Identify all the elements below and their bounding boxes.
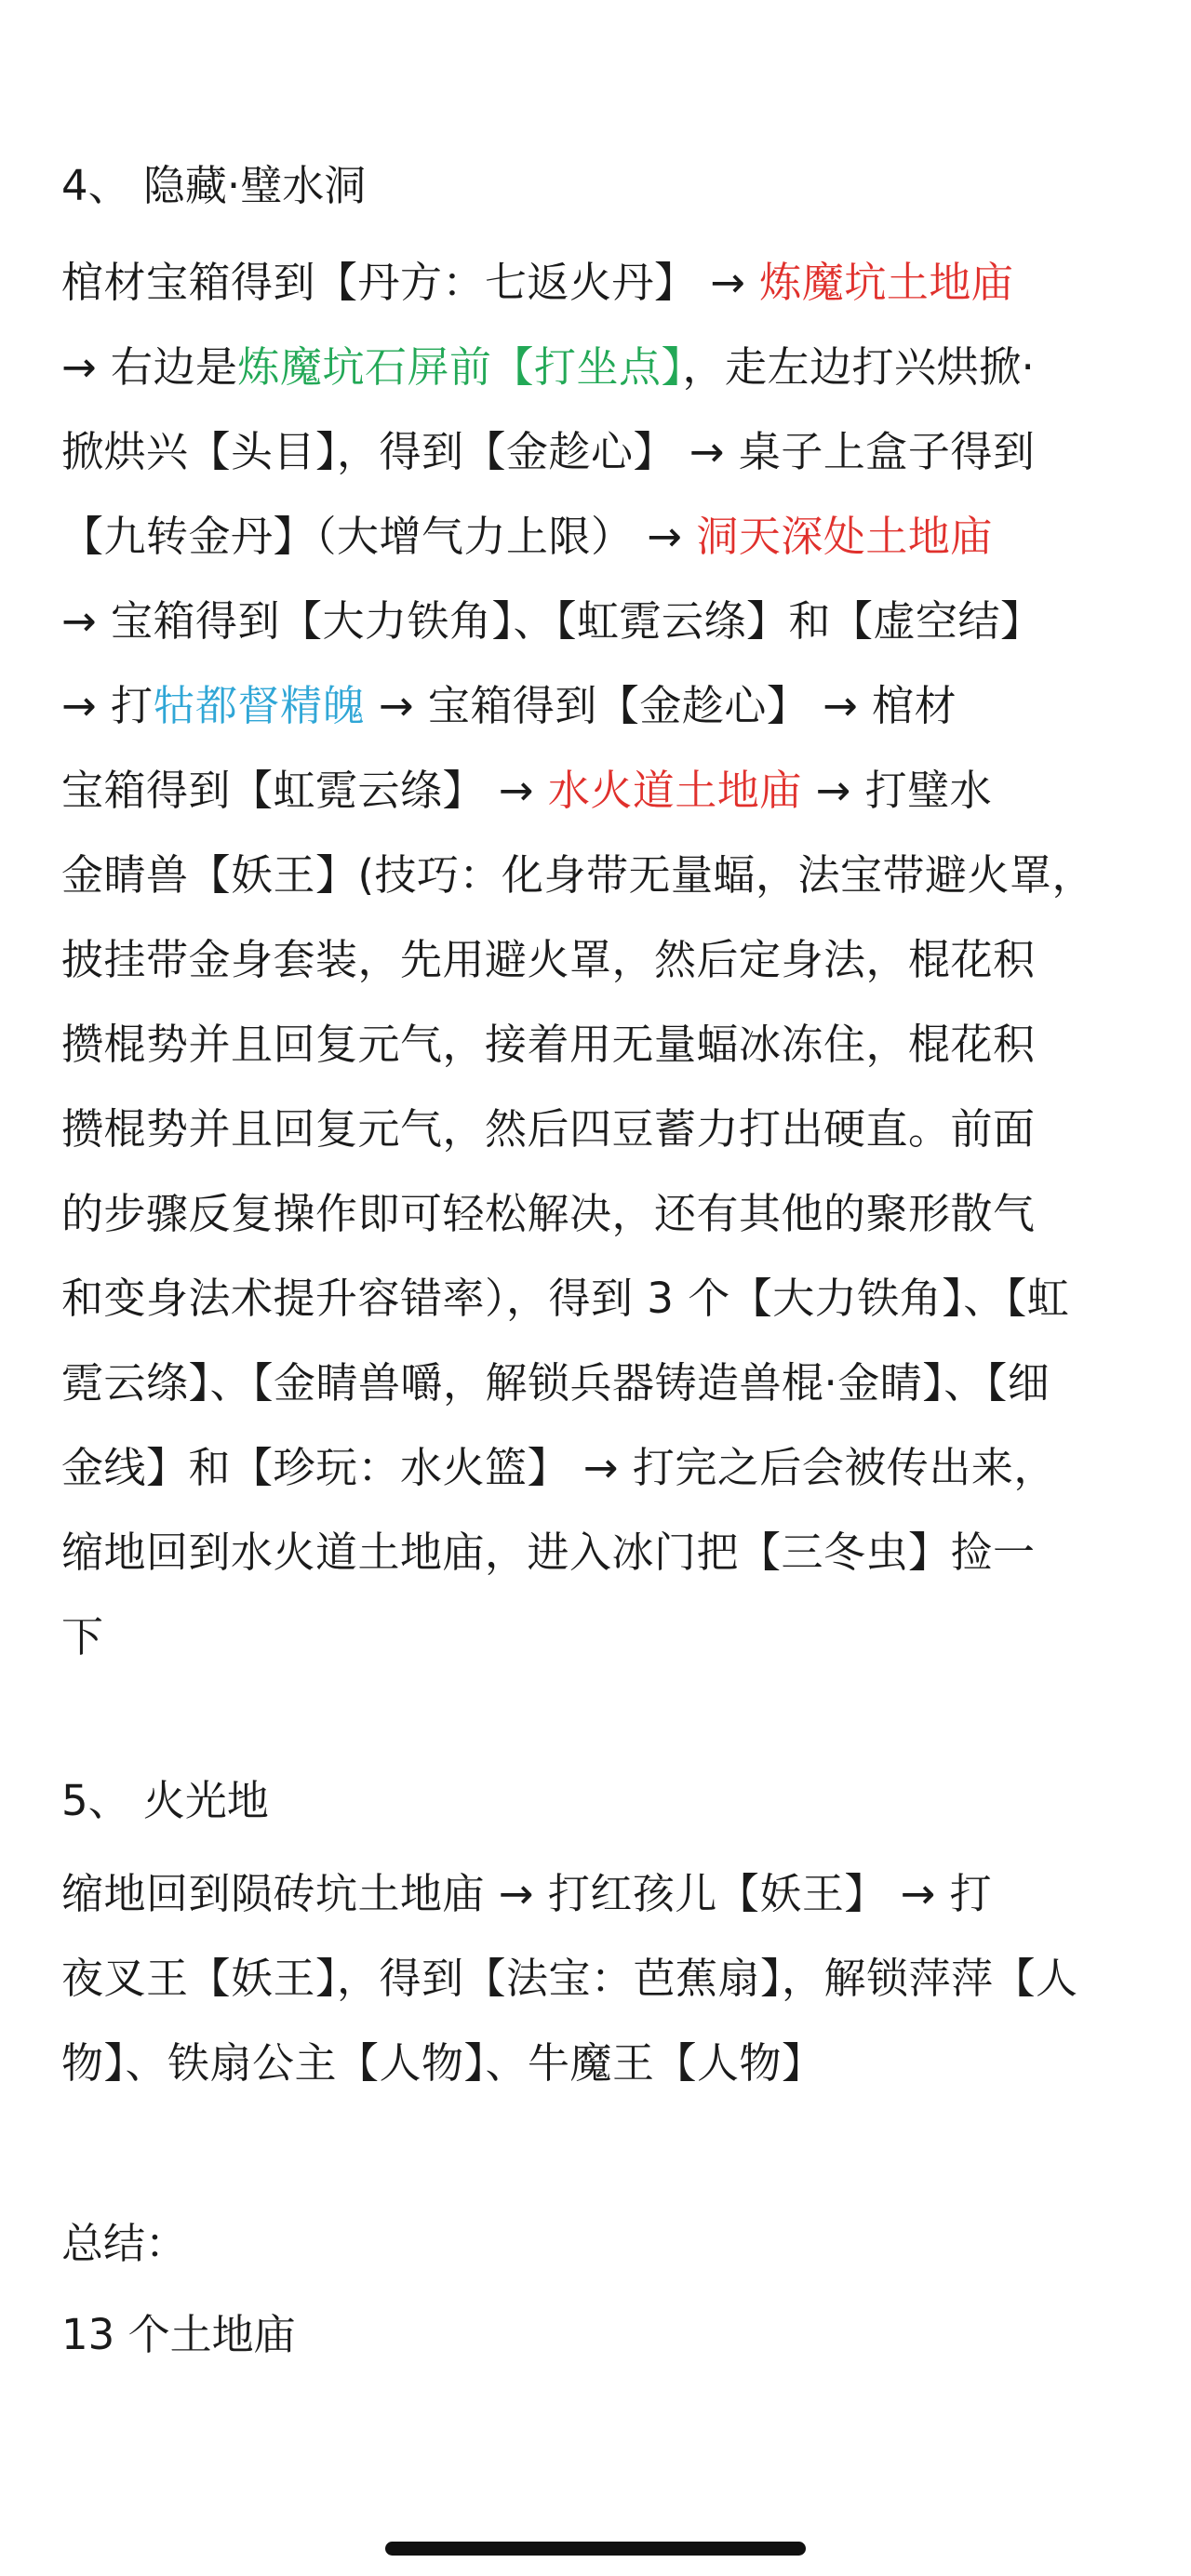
text-segment: → 宝箱得到【大力铁角】、【虹霓云绦】和【虚空结】: [61, 596, 1043, 646]
text-segment: 金睛兽【妖王】(技巧：化身带无量蝠，法宝带避火罩，: [61, 850, 1095, 900]
text-segment: 的步骤反复操作即可轻松解决，还有其他的聚形散气: [61, 1189, 1036, 1238]
text-segment: 和变身法术提升容错率），得到 3 个【大力铁角】、【虹: [61, 1274, 1070, 1323]
highlight-text: 炼魔坑石屏前【打坐点】: [237, 342, 683, 392]
text-line: [61, 1002, 1141, 1087]
text-line: [61, 748, 1141, 833]
text-segment: 缩地回到陨砖坑土地庙 → 打红孩儿【妖王】 → 打: [61, 1869, 993, 1918]
text-line: [61, 1510, 1141, 1595]
summary-label: 总结：: [61, 2219, 188, 2268]
text-segment: → 打: [61, 681, 154, 730]
text-segment: 霓云绦】、【金睛兽嚼，解锁兵器铸造兽棍·金睛】、【细: [61, 1358, 1050, 1408]
section-4-body: [61, 240, 1141, 1679]
text-line: [61, 325, 1141, 409]
text-line: [61, 1087, 1141, 1171]
text-segment: 【九转金丹】（大增气力上限） →: [61, 512, 697, 561]
text-segment: 披挂带金身套装，先用避火罩，然后定身法，棍花积: [61, 935, 1036, 984]
section-5-body: [61, 1851, 1141, 2105]
text-segment: 下: [61, 1612, 104, 1662]
text-segment: → 宝箱得到【金趁心】 → 棺材: [365, 681, 957, 730]
section-5-heading: 5、 火光地: [61, 1776, 269, 1825]
text-line: [61, 240, 1141, 325]
text-line: [61, 917, 1141, 1002]
text-line: [61, 494, 1141, 579]
text-line: [61, 2021, 1141, 2105]
highlight-text: 炼魔坑土地庙: [759, 258, 1014, 307]
text-segment: 夜叉王【妖王】，得到【法宝：芭蕉扇】，解锁萍萍【人: [61, 1954, 1078, 2003]
text-segment: 物】、铁扇公主【人物】、牛魔王【人物】: [61, 2038, 824, 2088]
text-segment: → 右边是: [61, 342, 238, 392]
text-line: [61, 409, 1141, 494]
highlight-text: 水火道土地庙: [547, 766, 802, 815]
text-segment: 攒棍势并且回复元气，然后四豆蓄力打出硬直。前面: [61, 1104, 1036, 1154]
highlight-text: 洞天深处土地庙: [696, 512, 993, 561]
text-line: [61, 1595, 1141, 1679]
text-line: [61, 579, 1141, 663]
text-line: [61, 833, 1141, 917]
text-line: [61, 1256, 1141, 1341]
summary-text: 13 个土地庙: [61, 2310, 296, 2359]
text-segment: 棺材宝箱得到【丹方：七返火丹】 →: [61, 258, 760, 307]
text-line: [61, 1936, 1141, 2021]
text-line: [61, 1171, 1141, 1256]
section-4-heading: 4、 隐藏·璧水洞: [61, 161, 367, 210]
highlight-text: 牯都督精魄: [153, 681, 366, 730]
text-segment: ，走左边打兴烘掀·: [682, 342, 1036, 392]
text-line: [61, 663, 1141, 748]
text-segment: 掀烘兴【头目】，得到【金趁心】 → 桌子上盒子得到: [61, 427, 1036, 476]
text-segment: 攒棍势并且回复元气，接着用无量蝠冰冻住，棍花积: [61, 1020, 1036, 1069]
text-segment: 宝箱得到【虹霓云绦】 →: [61, 766, 548, 815]
text-segment: 缩地回到水火道土地庙，进入冰门把【三冬虫】捡一: [61, 1528, 1036, 1577]
text-line: [61, 1425, 1141, 1510]
text-segment: → 打璧水: [801, 766, 993, 815]
text-segment: 金线】和【珍玩：水火篮】 → 打完之后会被传出来，: [61, 1443, 1056, 1492]
home-indicator[interactable]: [385, 2542, 806, 2556]
text-line: [61, 1851, 1141, 1936]
text-line: [61, 1341, 1141, 1425]
